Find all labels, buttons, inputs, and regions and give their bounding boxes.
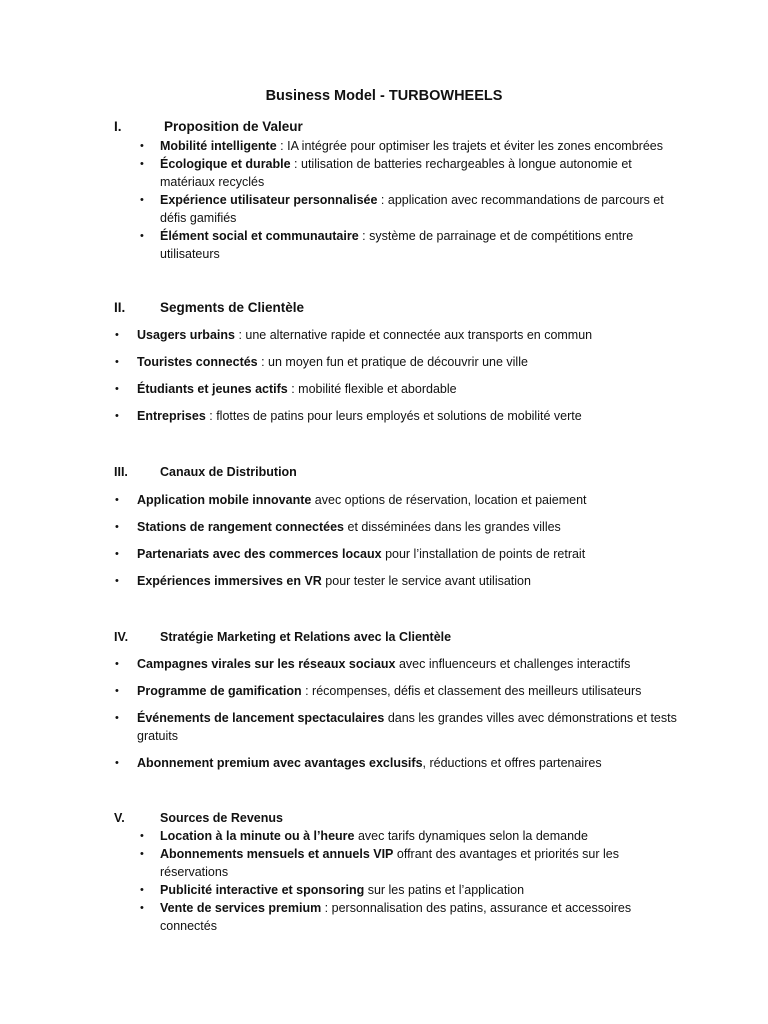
document-title: Business Model - TURBOWHEELS <box>265 88 503 104</box>
section-canaux-distribution <box>114 463 684 590</box>
list-item: • Étudiants et jeunes actifs : mobilité flexible et abordable <box>115 382 457 396</box>
bullet-list <box>114 655 684 772</box>
list-item: • Application mobile innovante avec options de réservation, location et paiement <box>115 493 587 507</box>
section-title: Segments de Clientèle <box>160 300 305 315</box>
bullet-icon: • <box>115 757 119 769</box>
bullet-icon: • <box>115 410 119 422</box>
bullet-icon: • <box>140 194 144 206</box>
bullet-icon: • <box>140 830 144 842</box>
section-heading <box>114 463 684 481</box>
list-item: • Élément social et communautaire : système de parrainage et de compétitions entre utilisateurs <box>140 229 634 261</box>
section-title: Canaux de Distribution <box>160 465 297 479</box>
bullet-list <box>114 326 684 425</box>
list-item: • Mobilité intelligente : IA intégrée pour optimiser les trajets et éviter les zones encombrées <box>140 139 663 153</box>
list-item: • Événements de lancement spectaculaires dans les grandes villes avec démonstrations et tests gratuits <box>115 711 677 743</box>
bullet-list <box>114 137 684 263</box>
bullet-icon: • <box>115 685 119 697</box>
list-item: • Expériences immersives en VR pour tester le service avant utilisation <box>115 574 531 588</box>
section-proposition-valeur <box>114 118 684 263</box>
bullet-icon: • <box>115 658 119 670</box>
section-number: IV. <box>114 630 129 644</box>
bullet-list <box>114 491 684 590</box>
section-sources-revenus <box>114 809 684 935</box>
list-item: • Abonnements mensuels et annuels VIP offrant des avantages et priorités sur les réservations <box>140 847 619 879</box>
bullet-icon: • <box>115 329 119 341</box>
list-item: • Expérience utilisateur personnalisée : application avec recommandations de parcours et défis gamifiés <box>140 193 664 225</box>
section-strategie-marketing <box>114 628 684 772</box>
section-number: I. <box>114 119 122 134</box>
list-item: • Usagers urbains : une alternative rapide et connectée aux transports en commun <box>115 328 593 342</box>
section-number: V. <box>114 811 125 825</box>
bullet-icon: • <box>140 140 144 152</box>
bullet-icon: • <box>115 521 119 533</box>
bullet-icon: • <box>115 548 119 560</box>
bullet-list <box>114 827 684 935</box>
bullet-icon: • <box>140 902 144 914</box>
list-item: • Entreprises : flottes de patins pour leurs employés et solutions de mobilité verte <box>115 409 582 423</box>
list-item: • Vente de services premium : personnalisation des patins, assurance et accessoires connectés <box>140 901 632 933</box>
bullet-icon: • <box>115 356 119 368</box>
bullet-icon: • <box>140 848 144 860</box>
bullet-icon: • <box>115 712 119 724</box>
section-title: Sources de Revenus <box>160 811 283 825</box>
list-item: • Location à la minute ou à l’heure avec tarifs dynamiques selon la demande <box>140 829 588 843</box>
section-heading <box>114 118 684 136</box>
bullet-icon: • <box>140 230 144 242</box>
list-item: • Campagnes virales sur les réseaux sociaux avec influenceurs et challenges interactifs <box>115 657 631 671</box>
section-heading <box>114 299 684 317</box>
list-item: • Publicité interactive et sponsoring sur les patins et l’application <box>140 883 525 897</box>
bullet-icon: • <box>115 383 119 395</box>
section-title: Proposition de Valeur <box>164 119 303 134</box>
bullet-icon: • <box>115 494 119 506</box>
section-heading <box>114 628 684 646</box>
list-item: • Écologique et durable : utilisation de batteries rechargeables à longue autonomie et matériaux recyclés <box>140 157 632 189</box>
bullet-icon: • <box>140 884 144 896</box>
section-title: Stratégie Marketing et Relations avec la Clientèle <box>160 630 452 644</box>
bullet-icon: • <box>140 158 144 170</box>
bullet-icon: • <box>115 575 119 587</box>
section-heading <box>114 809 684 827</box>
section-segments-clientele <box>114 299 684 425</box>
list-item: • Stations de rangement connectées et disséminées dans les grandes villes <box>115 520 561 534</box>
section-number: III. <box>114 465 128 479</box>
list-item: • Touristes connectés : un moyen fun et pratique de découvrir une ville <box>115 355 528 369</box>
list-item: • Abonnement premium avec avantages exclusifs, réductions et offres partenaires <box>115 756 602 770</box>
section-number: II. <box>114 300 126 315</box>
list-item: • Programme de gamification : récompenses, défis et classement des meilleurs utilisateurs <box>115 684 642 698</box>
list-item: • Partenariats avec des commerces locaux pour l’installation de points de retrait <box>115 547 586 561</box>
